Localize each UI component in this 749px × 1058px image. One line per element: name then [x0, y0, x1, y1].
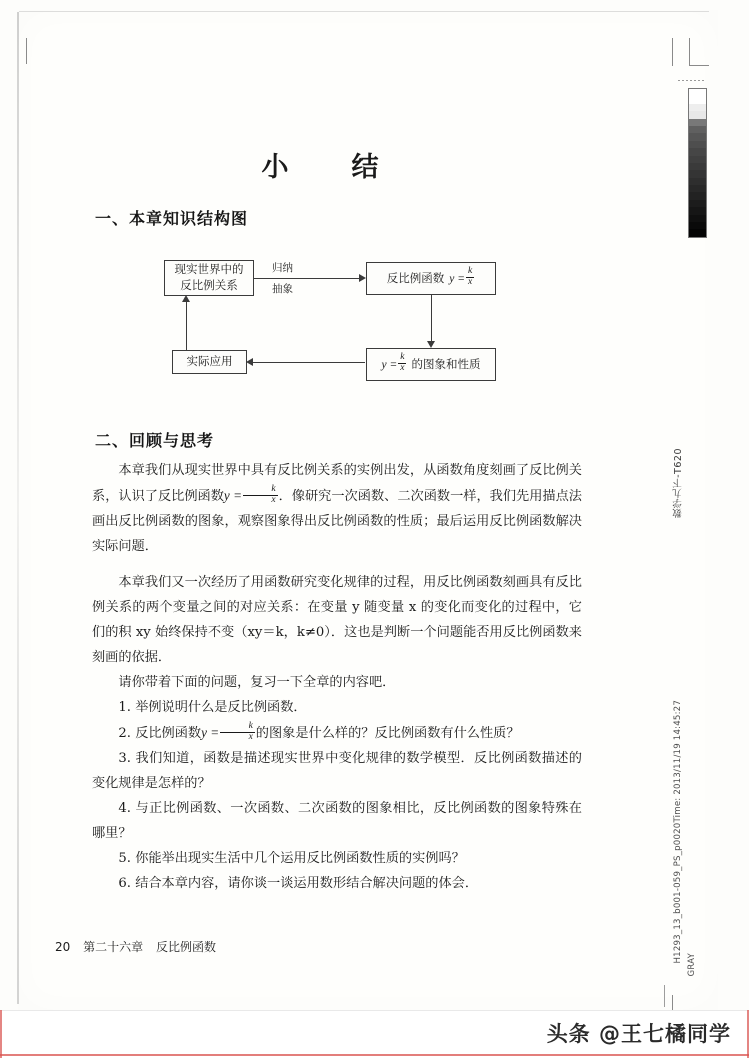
- diagram-box-real-world-line2: 反比例关系: [180, 278, 238, 292]
- eq-lhs: y =: [381, 359, 398, 371]
- paragraph-one-part-b: ．像研究一次函数、二次函数一样，我们先用描点法画出反比例函数的图象，观察图象得出反比例函数的性质；最后运用反比例函数解决实际问题．: [92, 489, 582, 554]
- arrow-line-to-graph: [431, 295, 432, 343]
- page-footer: [55, 938, 216, 955]
- questions-intro: 请你带着下面的问题，复习一下全章的内容吧．: [118, 675, 396, 690]
- margin-color-mode: GRAY: [686, 953, 696, 977]
- watermark-accent-rule: [0, 1054, 749, 1056]
- margin-book-code: 数学九下-T620: [673, 448, 684, 518]
- diagram-box-inverse-function-equation: [449, 268, 475, 289]
- review-questions-block: [92, 670, 582, 896]
- question-number: 3.: [118, 751, 131, 766]
- fraction-denominator: x: [468, 277, 473, 287]
- question-text-a: 反比例函数: [135, 726, 202, 741]
- question-text: 你能举出现实生活中几个运用反比例函数性质的实例吗？: [135, 851, 465, 866]
- arrow-head-to-real-world: [182, 295, 190, 302]
- margin-job-string: H1293_13_b001-059_PS_p0020Time: 2013/11/19 14:45:27: [673, 700, 683, 964]
- fraction-denominator: x: [243, 495, 278, 506]
- arrow-head-to-application: [246, 358, 253, 366]
- fraction-numerator: k: [271, 484, 276, 495]
- fraction-numerator: k: [400, 352, 405, 363]
- watermark-text: 头条 @王七橘同学: [546, 1022, 731, 1046]
- arrow-line-to-application: [253, 362, 365, 363]
- paragraph-two: [92, 570, 582, 670]
- question-item-2: [92, 720, 582, 746]
- paragraph-one-equation: y =: [223, 488, 242, 503]
- question-fraction: [220, 722, 255, 743]
- footer-page-number: 20: [55, 940, 71, 954]
- diagram-box-inverse-function-label: 反比例函数: [386, 270, 445, 285]
- diagram-label-induce: 归纳: [272, 262, 293, 274]
- question-item-4: [92, 796, 582, 846]
- knowledge-structure-diagram: [150, 252, 550, 397]
- question-text: 与正比例函数、一次函数、二次函数的图象相比，反比例函数的图象特殊在哪里？: [92, 801, 582, 841]
- question-number: 5.: [118, 851, 131, 866]
- arrow-head-to-graph: [427, 341, 435, 348]
- diagram-box-application: 实际应用: [172, 350, 247, 374]
- arrow-line-to-real-world: [186, 300, 187, 350]
- section-heading-review: 二、回顾与思考: [95, 431, 215, 450]
- question-number: 1.: [118, 700, 131, 715]
- diagram-box-real-world: [164, 260, 254, 296]
- paragraph-one-fraction: [243, 485, 278, 506]
- arrow-line-induce: [254, 278, 360, 279]
- margin-tick-bar: [664, 985, 665, 1007]
- diagram-box-graph-label: 的图象和性质: [411, 356, 481, 371]
- diagram-label-abstract: 抽象: [272, 283, 293, 295]
- section-heading-structure: 一、本章知识结构图: [95, 209, 249, 228]
- footer-chapter: 第二十六章: [83, 940, 144, 954]
- question-number: 2.: [118, 726, 131, 741]
- question-number: 6.: [118, 876, 131, 891]
- diagram-box-inverse-function: [366, 262, 496, 295]
- question-equation: y =: [201, 725, 220, 740]
- paragraph-one: [92, 458, 582, 559]
- fraction-numerator: k: [468, 266, 473, 277]
- fraction-denominator: x: [400, 363, 405, 373]
- eq-lhs: y =: [449, 273, 466, 285]
- paragraph-two-text: 本章我们又一次经历了用函数研究变化规律的过程，用反比例函数刻画具有反比例关系的两个变量之间的对应关系：在变量 y 随变量 x 的变化而变化的过程中，它们的积 xy 始终保持不变（xy＝k，k≠0）．这也是判断一个问题能否用反比例函数来刻画的依据．: [92, 575, 582, 665]
- question-item-6: [92, 871, 582, 896]
- footer-topic: 反比例函数: [155, 940, 216, 954]
- question-text-b: 的图象是什么样的？反比例函数有什么性质？: [255, 726, 520, 741]
- question-text: 举例说明什么是反比例函数．: [135, 700, 307, 715]
- diagram-box-real-world-line1: 现实世界中的: [174, 262, 244, 277]
- diagram-box-graph-properties: [366, 348, 496, 381]
- watermark-accent-rule-left: [0, 1010, 2, 1058]
- paragraph-one-part-a: 本章我们从现实世界中具有反比例关系的实例出发，从函数角度刻画了反比例关系，认识了反比例函数: [92, 463, 582, 504]
- fraction-numerator: k: [248, 721, 253, 732]
- diagram-box-graph-equation: [382, 354, 408, 375]
- question-item-3: [92, 746, 582, 796]
- arrow-head-induce: [359, 274, 366, 282]
- question-item-5: [92, 846, 582, 871]
- question-number: 4.: [118, 801, 131, 816]
- question-text: 结合本章内容，请你谈一谈运用数形结合解决问题的体会．: [135, 876, 479, 891]
- question-text: 我们知道，函数是描述现实世界中变化规律的数学模型．反比例函数描述的变化规律是怎样的？: [92, 751, 582, 791]
- page-title: 小 结: [261, 152, 397, 183]
- question-item-1: [92, 695, 582, 720]
- fraction-denominator: x: [220, 732, 255, 743]
